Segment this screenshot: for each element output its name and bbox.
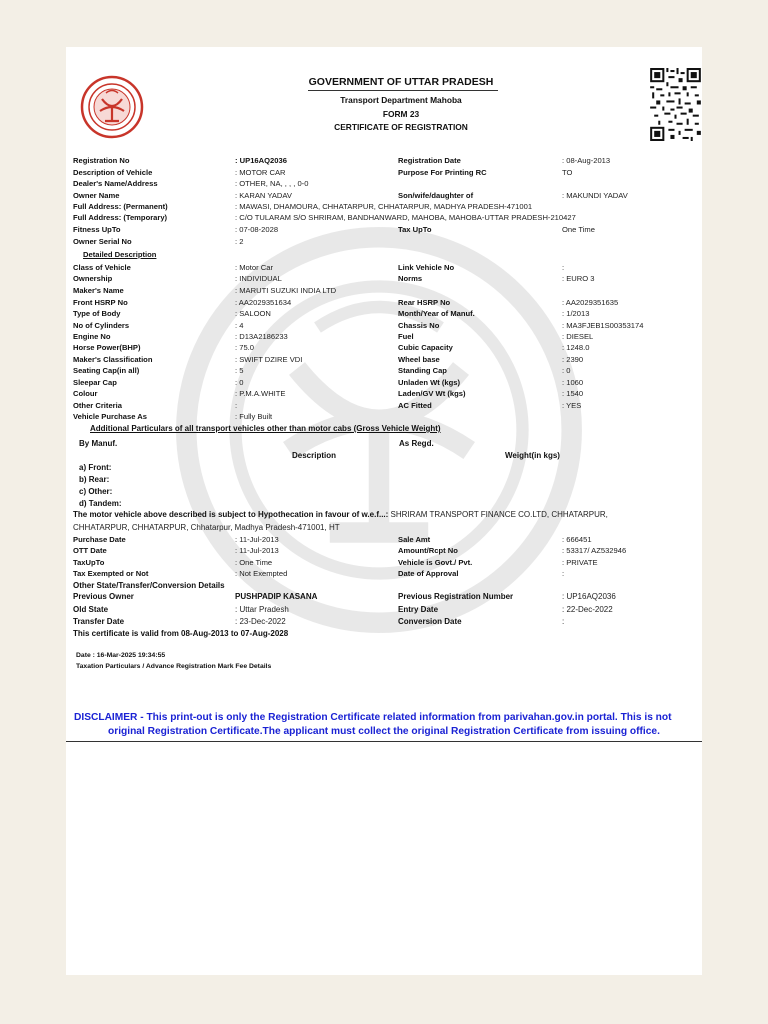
title-divider [308,90,498,91]
other-axle-label: c) Other: [79,487,113,496]
purchase-date-value: : 11-Jul-2013 [235,535,279,544]
sale-amount-label: Sale Amt [398,535,431,544]
cylinders-label: No of Cylinders [73,321,130,330]
validity-statement: This certificate is valid from 08-Aug-2013 to 07-Aug-2028 [73,629,289,638]
fuel-value: : DIESEL [562,332,594,341]
other-criteria-label: Other Criteria [73,401,122,410]
description-column-header: Description [292,451,337,460]
approval-date-value: : [562,569,565,578]
wheel-base-label: Wheel base [398,355,440,364]
chassis-value: : MA3FJEB1S00353174 [562,321,644,330]
conversion-date-value: : [562,617,565,626]
ac-fitted-value: : YES [562,401,582,410]
cubic-capacity-label: Cubic Capacity [398,343,453,352]
disclaimer-divider [66,741,702,742]
dealer-label: Dealer's Name/Address [73,179,158,188]
purchase-as-label: Vehicle Purchase As [73,412,148,421]
purchase-as-value: : Fully Built [235,412,273,421]
receipt-value: : 53317/ AZ532946 [562,546,627,555]
colour-label: Colour [73,389,98,398]
detailed-description-heading: Detailed Description [83,250,157,259]
rear-axle-label: b) Rear: [79,475,110,484]
tax-upto-label: Tax UpTo [398,225,432,234]
transfer-heading: Other State/Transfer/Conversion Details [73,581,225,590]
dealer-value: : OTHER, NA, , , , 0-0 [235,179,309,188]
body-type-value: : SALOON [235,309,271,318]
registration-no-value: : UP16AQ2036 [235,156,287,165]
tax-upto-2-label: TaxUpTo [73,558,105,567]
purpose-label: Purpose For Printing RC [398,168,487,177]
standing-label: Standing Cap [398,366,447,375]
hypothecation-address: CHHATARPUR, CHHATARPUR, Chhatarpur, Madhya Pradesh-471001, HT [73,523,340,532]
front-hsrp-label: Front HSRP No [73,298,128,307]
manufacture-date-value: : 1/2013 [562,309,590,318]
certificate-title: CERTIFICATE OF REGISTRATION [334,122,468,132]
owner-serial-label: Owner Serial No [73,237,132,246]
owner-name-value: : KARAN YADAV [235,191,292,200]
class-label: Class of Vehicle [73,263,131,272]
government-title: GOVERNMENT OF UTTAR PRADESH [308,76,494,88]
sleeper-label: Sleepar Cap [73,378,117,387]
previous-owner-value: PUSHPADIP KASANA [235,592,318,601]
class-value: : Motor Car [235,263,273,272]
disclaimer-line-2: original Registration Certificate.The applicant must collect the original Registration Certificate from issuing office. [108,726,660,737]
relation-label: Son/wife/daughter of [398,191,474,200]
wheel-base-value: : 2390 [562,355,584,364]
sleeper-value: : 0 [235,378,244,387]
unladen-weight-value: : 1060 [562,378,584,387]
temporary-address-value: : C/O TULARAM S/O SHRIRAM, BANDHANWARD, MAHOBA, MAHOBA-UTTAR PRADESH-210427 [235,213,576,222]
maker-value: : MARUTI SUZUKI INDIA LTD [235,286,337,295]
form-number: FORM 23 [382,109,420,119]
link-vehicle-label: Link Vehicle No [398,263,455,272]
fitness-value: : 07-08-2028 [235,225,279,234]
tax-upto-2-value: : One Time [235,558,273,567]
weight-column-header: Weight(in kgs) [505,451,560,460]
maker-label: Maker's Name [73,286,124,295]
description-value: : MOTOR CAR [235,168,286,177]
tax-exempted-value: : Not Exempted [235,569,288,578]
seating-label: Seating Cap(in all) [73,366,140,375]
hypothecation-text: The motor vehicle above described is subject to Hypothecation in favour of w.e.f...: [73,510,389,519]
receipt-label: Amount/Rcpt No [398,546,458,555]
ac-fitted-label: AC Fitted [398,401,432,410]
fuel-label: Fuel [398,332,414,341]
norms-label: Norms [398,274,423,283]
purpose-value: TO [562,168,573,177]
purchase-date-label: Purchase Date [73,535,126,544]
tax-upto-value: One Time [562,225,595,234]
seating-value: : 5 [235,366,244,375]
chassis-label: Chassis No [398,321,440,330]
department-name: Transport Department Mahoba [340,95,462,105]
approval-date-label: Date of Approval [398,569,459,578]
maker-classification-label: Maker's Classification [73,355,153,364]
taxation-particulars: Taxation Particulars / Advance Registration Mark Fee Details [76,663,272,670]
by-manuf-label: By Manuf. [79,439,118,448]
norms-value: : EURO 3 [562,274,595,283]
registration-date-value: : 08-Aug-2013 [562,156,611,165]
previous-owner-label: Previous Owner [73,592,134,601]
previous-registration-value: : UP16AQ2036 [562,592,616,601]
other-criteria-value: : [235,401,238,410]
rear-hsrp-value: : AA2029351635 [562,298,619,307]
engine-label: Engine No [73,332,111,341]
fitness-label: Fitness UpTo [73,225,121,234]
ott-date-label: OTT Date [73,546,107,555]
tax-exempted-label: Tax Exempted or Not [73,569,149,578]
previous-registration-label: Previous Registration Number [398,592,514,601]
engine-value: : D13A2186233 [235,332,288,341]
temporary-address-label: Full Address: (Temporary) [73,213,168,222]
old-state-value: : Uttar Pradesh [235,605,289,614]
hypothecation-line [73,510,608,519]
front-axle-label: a) Front: [79,463,112,472]
permanent-address-label: Full Address: (Permanent) [73,202,168,211]
unladen-weight-label: Unladen Wt (kgs) [398,378,461,387]
maker-classification-value: : SWIFT DZIRE VDI [235,355,303,364]
additional-particulars-heading: Additional Particulars of all transport vehicles other than motor cabs (Gross Vehicle Weight) [90,424,441,433]
rear-hsrp-label: Rear HSRP No [398,298,451,307]
disclaimer-line-1: DISCLAIMER - This print-out is only the Registration Certificate related information from parivahan.gov.in portal. This is not [74,712,672,723]
tandem-axle-label: d) Tandem: [79,499,122,508]
entry-date-label: Entry Date [398,605,439,614]
colour-value: : P.M.A.WHITE [235,389,286,398]
up-emblem-icon [80,75,144,139]
entry-date-value: : 22-Dec-2022 [562,605,613,614]
horse-power-label: Horse Power(BHP) [73,343,141,352]
transfer-date-value: : 23-Dec-2022 [235,617,286,626]
govt-pvt-value: : PRIVATE [562,558,598,567]
description-label: Description of Vehicle [73,168,153,177]
cylinders-value: : 4 [235,321,244,330]
cubic-capacity-value: : 1248.0 [562,343,590,352]
registration-certificate [66,47,702,975]
print-date: Date : 16-Mar-2025 19:34:55 [76,652,166,659]
relation-value: : MAKUNDI YADAV [562,191,628,200]
govt-pvt-label: Vehicle is Govt./ Pvt. [398,558,473,567]
conversion-date-label: Conversion Date [398,617,462,626]
registration-date-label: Registration Date [398,156,461,165]
owner-name-label: Owner Name [73,191,120,200]
sale-amount-value: : 666451 [562,535,592,544]
ott-date-value: : 11-Jul-2013 [235,546,279,555]
permanent-address-value: : MAWASI, DHAMOURA, CHHATARPUR, CHHATARPUR, MADHYA PRADESH-471001 [235,202,533,211]
horse-power-value: : 75.0 [235,343,254,352]
old-state-label: Old State [73,605,109,614]
owner-serial-value: : 2 [235,237,244,246]
registration-no-label: Registration No [73,156,130,165]
laden-weight-value: : 1540 [562,389,584,398]
hypothecation-financer: SHRIRAM TRANSPORT FINANCE CO.LTD, CHHATARPUR, [388,510,608,519]
body-type-label: Type of Body [73,309,121,318]
as-regd-label: As Regd. [399,439,434,448]
qr-code-icon [650,68,701,141]
standing-value: : 0 [562,366,571,375]
front-hsrp-value: : AA2029351634 [235,298,292,307]
link-vehicle-value: : [562,263,565,272]
ownership-label: Ownership [73,274,113,283]
laden-weight-label: Laden/GV Wt (kgs) [398,389,466,398]
manufacture-date-label: Month/Year of Manuf. [398,309,475,318]
transfer-date-label: Transfer Date [73,617,125,626]
ownership-value: : INDIVIDUAL [235,274,282,283]
